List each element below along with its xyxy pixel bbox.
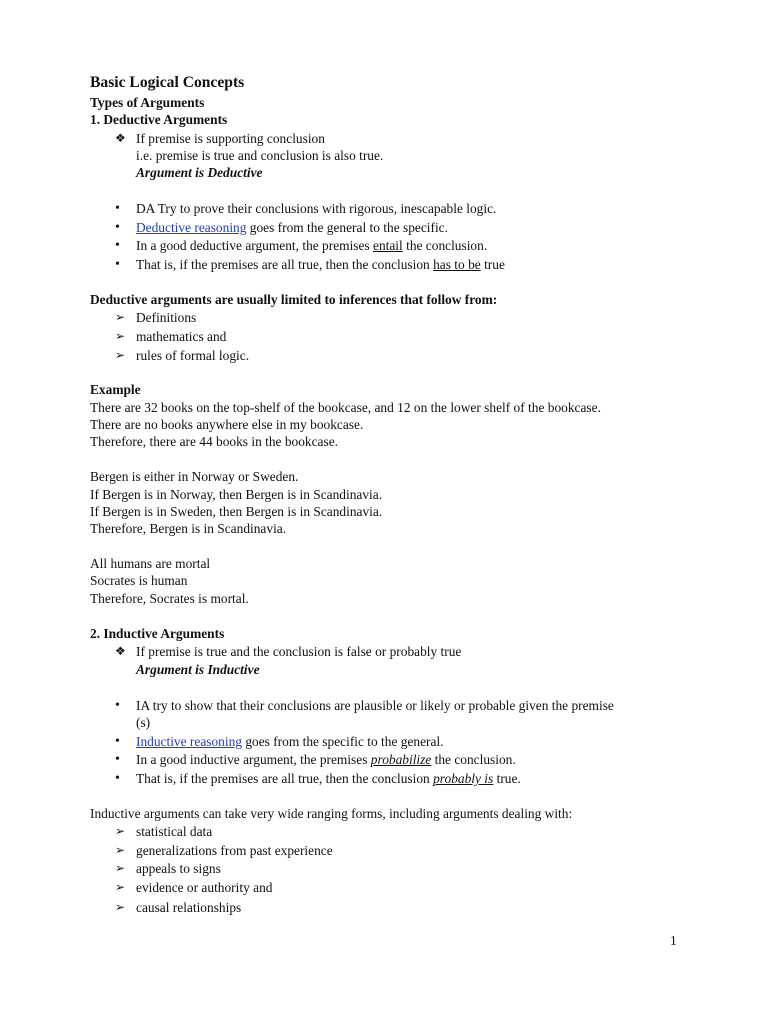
example-line: Therefore, Bergen is in Scandinavia. (90, 521, 287, 536)
deductive-arrow-item: mathematics and (136, 329, 227, 344)
arrow-bullet-icon: ➢ (115, 861, 126, 875)
inductive-bullet-3-post: the conclusion. (431, 752, 516, 767)
arrow-bullet-icon: ➢ (115, 329, 126, 343)
deductive-bullet-4 (136, 256, 505, 273)
inductive-condition-line1: If premise is true and the conclusion is false or probably true (136, 644, 462, 659)
example-line: There are 32 books on the top-shelf of the bookcase, and 12 on the lower shelf of the bookcase. (90, 400, 601, 415)
bullet-icon: • (115, 734, 120, 749)
arrow-bullet-icon: ➢ (115, 310, 126, 324)
probably-is-underlined: probably is (433, 771, 494, 786)
example-line: Therefore, there are 44 books in the bookcase. (90, 434, 338, 449)
inductive-forms-intro: Inductive arguments can take very wide ranging forms, including arguments dealing with: (90, 806, 573, 821)
deductive-arrow-item: rules of formal logic. (136, 348, 250, 363)
inductive-bullet-4-post: true. (493, 771, 521, 786)
diamond-bullet-icon: ❖ (115, 131, 126, 145)
bullet-icon: • (115, 752, 120, 767)
example-line: If Bergen is in Norway, then Bergen is in Scandinavia. (90, 487, 383, 502)
arrow-bullet-icon: ➢ (115, 900, 126, 914)
deductive-bullet-3-pre: In a good deductive argument, the premises (136, 238, 373, 253)
example-line: There are no books anywhere else in my bookcase. (90, 417, 364, 432)
inductive-conclusion-label: Argument is Inductive (136, 662, 260, 677)
entail-underlined: entail (373, 238, 403, 253)
arrow-bullet-icon: ➢ (115, 348, 126, 362)
inductive-bullet-1-line1: IA try to show that their conclusions are plausible or likely or probable given the premise (136, 698, 614, 713)
inductive-arrow-item: appeals to signs (136, 861, 221, 876)
deductive-heading: 1. Deductive Arguments (90, 112, 228, 127)
deductive-bullet-2-text: goes from the general to the specific. (246, 220, 448, 235)
deductive-condition-line2: i.e. premise is true and conclusion is also true. (136, 148, 384, 163)
deductive-bullet-3 (136, 237, 487, 254)
deductive-limited-heading: Deductive arguments are usually limited to inferences that follow from: (90, 292, 498, 307)
example-line: Bergen is either in Norway or Sweden. (90, 469, 299, 484)
inductive-arrow-item: statistical data (136, 824, 213, 839)
bullet-icon: • (115, 257, 120, 272)
example-line: All humans are mortal (90, 556, 211, 571)
deductive-bullet-3-post: the conclusion. (402, 238, 488, 253)
bullet-icon: • (115, 201, 120, 216)
inductive-arrow-item: evidence or authority and (136, 880, 273, 895)
has-to-be-underlined: has to be (433, 257, 481, 272)
inductive-bullet-1-line2: (s) (136, 715, 151, 730)
diamond-bullet-icon: ❖ (115, 644, 126, 658)
inductive-reasoning-link[interactable]: Inductive reasoning (136, 734, 242, 749)
example-line: Therefore, Socrates is mortal. (90, 591, 249, 606)
arrow-bullet-icon: ➢ (115, 843, 126, 857)
deductive-arrow-item: Definitions (136, 310, 197, 325)
bullet-icon: • (115, 771, 120, 786)
example-heading: Example (90, 382, 141, 397)
example-line: If Bergen is in Sweden, then Bergen is in Scandinavia. (90, 504, 383, 519)
inductive-bullet-4-pre: That is, if the premises are all true, then the conclusion (136, 771, 434, 786)
inductive-bullet-2-text: goes from the specific to the general. (241, 734, 444, 749)
bullet-icon: • (115, 238, 120, 253)
bullet-icon: • (115, 698, 120, 713)
inductive-bullet-4 (136, 770, 521, 787)
deductive-bullet-4-post: true (480, 257, 505, 272)
deductive-condition-line1: If premise is supporting conclusion (136, 131, 325, 146)
deductive-bullet-1: DA Try to prove their conclusions with rigorous, inescapable logic. (136, 201, 497, 216)
section-subtitle: Types of Arguments (90, 95, 205, 110)
inductive-bullet-2 (136, 733, 444, 750)
page-number: 1 (670, 933, 677, 948)
deductive-bullet-4-pre: That is, if the premises are all true, then the conclusion (136, 257, 434, 272)
bullet-icon: • (115, 220, 120, 235)
inductive-arrow-item: causal relationships (136, 900, 242, 915)
inductive-bullet-3-pre: In a good inductive argument, the premises (136, 752, 371, 767)
example-line: Socrates is human (90, 573, 188, 588)
arrow-bullet-icon: ➢ (115, 880, 126, 894)
arrow-bullet-icon: ➢ (115, 824, 126, 838)
deductive-bullet-2 (136, 219, 448, 236)
inductive-bullet-3 (136, 751, 516, 768)
probabilize-underlined: probabilize (370, 752, 432, 767)
inductive-heading: 2. Inductive Arguments (90, 626, 225, 641)
document-title: Basic Logical Concepts (90, 74, 245, 91)
deductive-conclusion-label: Argument is Deductive (136, 165, 263, 180)
inductive-arrow-item: generalizations from past experience (136, 843, 333, 858)
deductive-reasoning-link[interactable]: Deductive reasoning (136, 220, 247, 235)
